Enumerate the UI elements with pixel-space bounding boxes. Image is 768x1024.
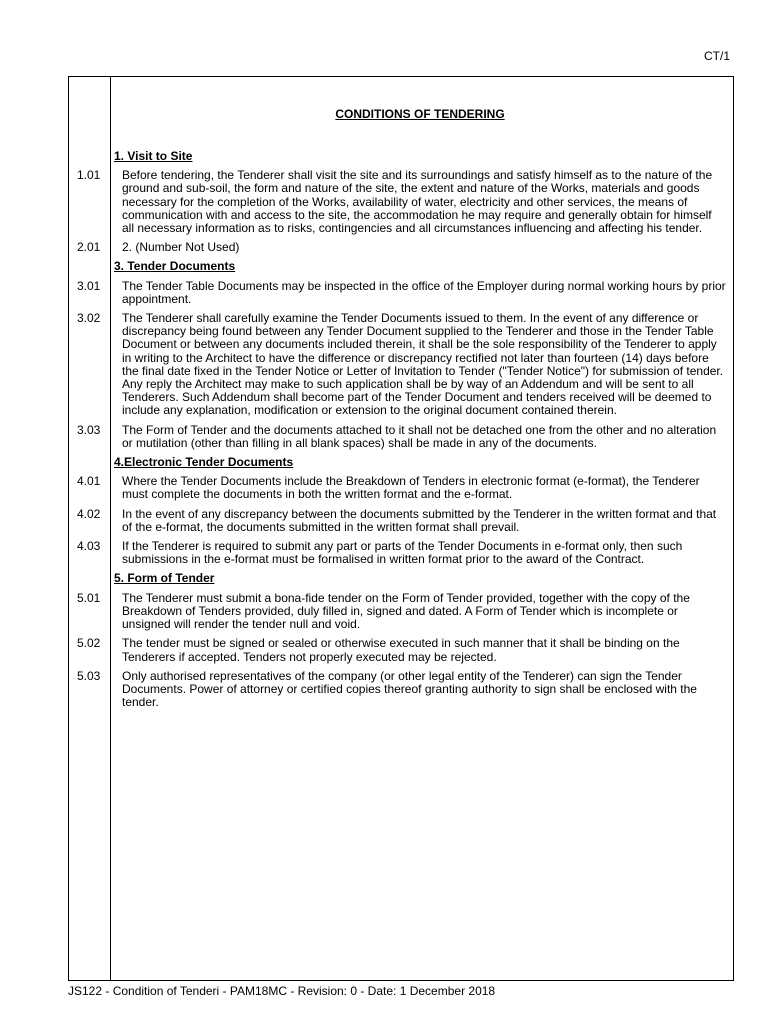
- section-heading: 4.Electronic Tender Documents: [114, 455, 294, 470]
- clause-number: 3.02: [77, 311, 101, 326]
- clause-number: 4.01: [77, 474, 101, 489]
- clause-row: [70, 280, 728, 306]
- clause-text: The Form of Tender and the documents attached to it shall not be detached one from the other and no alteration or mutilation (other than filling in all blank spaces) shall be made in any of the documents.: [122, 422, 717, 450]
- section-heading: 1. Visit to Site: [114, 149, 193, 163]
- section: [70, 456, 728, 566]
- clause-number: 3.03: [77, 422, 101, 437]
- clause-row: [70, 670, 728, 710]
- section: [70, 150, 728, 254]
- clause-row: [70, 540, 728, 566]
- section-heading: 5. Form of Tender: [114, 571, 215, 586]
- clause-number: 4.02: [77, 506, 101, 521]
- clause-row: [70, 637, 728, 663]
- page-reference: CT/1: [703, 49, 730, 63]
- clause-text: In the event of any discrepancy between the documents submitted by the Tenderer in the written format and that of the e-format, the documents submitted in the written format shall prevail.: [122, 506, 717, 534]
- page-footer: JS122 - Condition of Tenderi - PAM18MC - Revision: 0 - Date: 1 December 2018: [68, 984, 496, 998]
- clause-text: The Tender Table Documents may be inspected in the office of the Employer during normal working hours by prior appointment.: [122, 278, 726, 306]
- document-body: [70, 150, 728, 715]
- clause-row: [70, 475, 728, 501]
- clause-text: The tender must be signed or sealed or otherwise executed in such manner that it shall be binding on the Tenderers if accepted. Tenders not properly executed may be rejected.: [122, 636, 680, 664]
- clause-number: 4.03: [77, 539, 101, 554]
- clause-text: If the Tenderer is required to submit any part or parts of the Tender Documents in e-format only, then such submissions in the e-format must be formalised in written format prior to the award of the Contract.: [122, 539, 683, 567]
- clause-number: 2.01: [77, 240, 101, 255]
- clause-text: Where the Tender Documents include the Breakdown of Tenders in electronic format (e-format), the Tenderer must complete the documents in both the written format and the e-format.: [122, 474, 700, 502]
- clause-row: [70, 508, 728, 534]
- clause-number: 5.03: [77, 668, 101, 683]
- clause-text: Only authorised representatives of the company (or other legal entity of the Tenderer) can sign the Tender Documents. Power of attorney or certified copies thereof granting authority to sign shall be enclosed with the tender.: [122, 668, 697, 710]
- section: [70, 260, 728, 450]
- section-heading: 3. Tender Documents: [114, 259, 236, 274]
- clause-row: [70, 312, 728, 418]
- clause-text: The Tenderer must submit a bona-fide tender on the Form of Tender provided, together with the copy of the Breakdown of Tenders provided, duly filled in, signed and dated. A Form of Tender which is incomplete or unsigned will render the tender null and void.: [122, 590, 690, 632]
- clause-row: [70, 424, 728, 450]
- clause-text: Before tendering, the Tenderer shall visit the site and its surroundings and satisfy himself as to the nature of the ground and sub-soil, the form and nature of the site, the extent and nature of the Works, materials and goods necessary for the completion of the Works, availability of water, electricity and other services, the means of communication with and access to the site, the accommodation he may require and generally obtain for himself all necessary information as to risks, contingencies and all circumstances influencing and affecting his tender.: [122, 168, 713, 236]
- clause-number: 3.01: [77, 278, 101, 293]
- clause-number: 5.01: [77, 590, 101, 605]
- clause-number: 5.02: [77, 636, 101, 651]
- clause-number: 1.01: [77, 168, 101, 183]
- clause-text: The Tenderer shall carefully examine the Tender Documents issued to them. In the event of any difference or discrepancy being found between any Tender Document supplied to the Tenderer and those in the Tender Table Document or between any documents included therein, it shall be the sole responsibility of the Tenderer to apply in writing to the Architect to have the difference or discrepancy rectified not later than fourteen (14) days before the final date fixed in the Tender Notice or Letter of Invitation to Tender ("Tender Notice") for submission of tender. Any reply the Architect may make to such application shall be by way of an Addendum and will be sent to all Tenderers. Such Addendum shall become part of the Tender Document and tenders received will be deemed to include any explanation, modification or extension to the original document contained therein.: [122, 311, 724, 418]
- document-title: CONDITIONS OF TENDERING: [335, 107, 505, 121]
- clause-row: [70, 592, 728, 632]
- clause-row: [70, 241, 728, 254]
- clause-row: [70, 169, 728, 235]
- section: [70, 572, 728, 709]
- clause-text: 2. (Number Not Used): [122, 240, 240, 255]
